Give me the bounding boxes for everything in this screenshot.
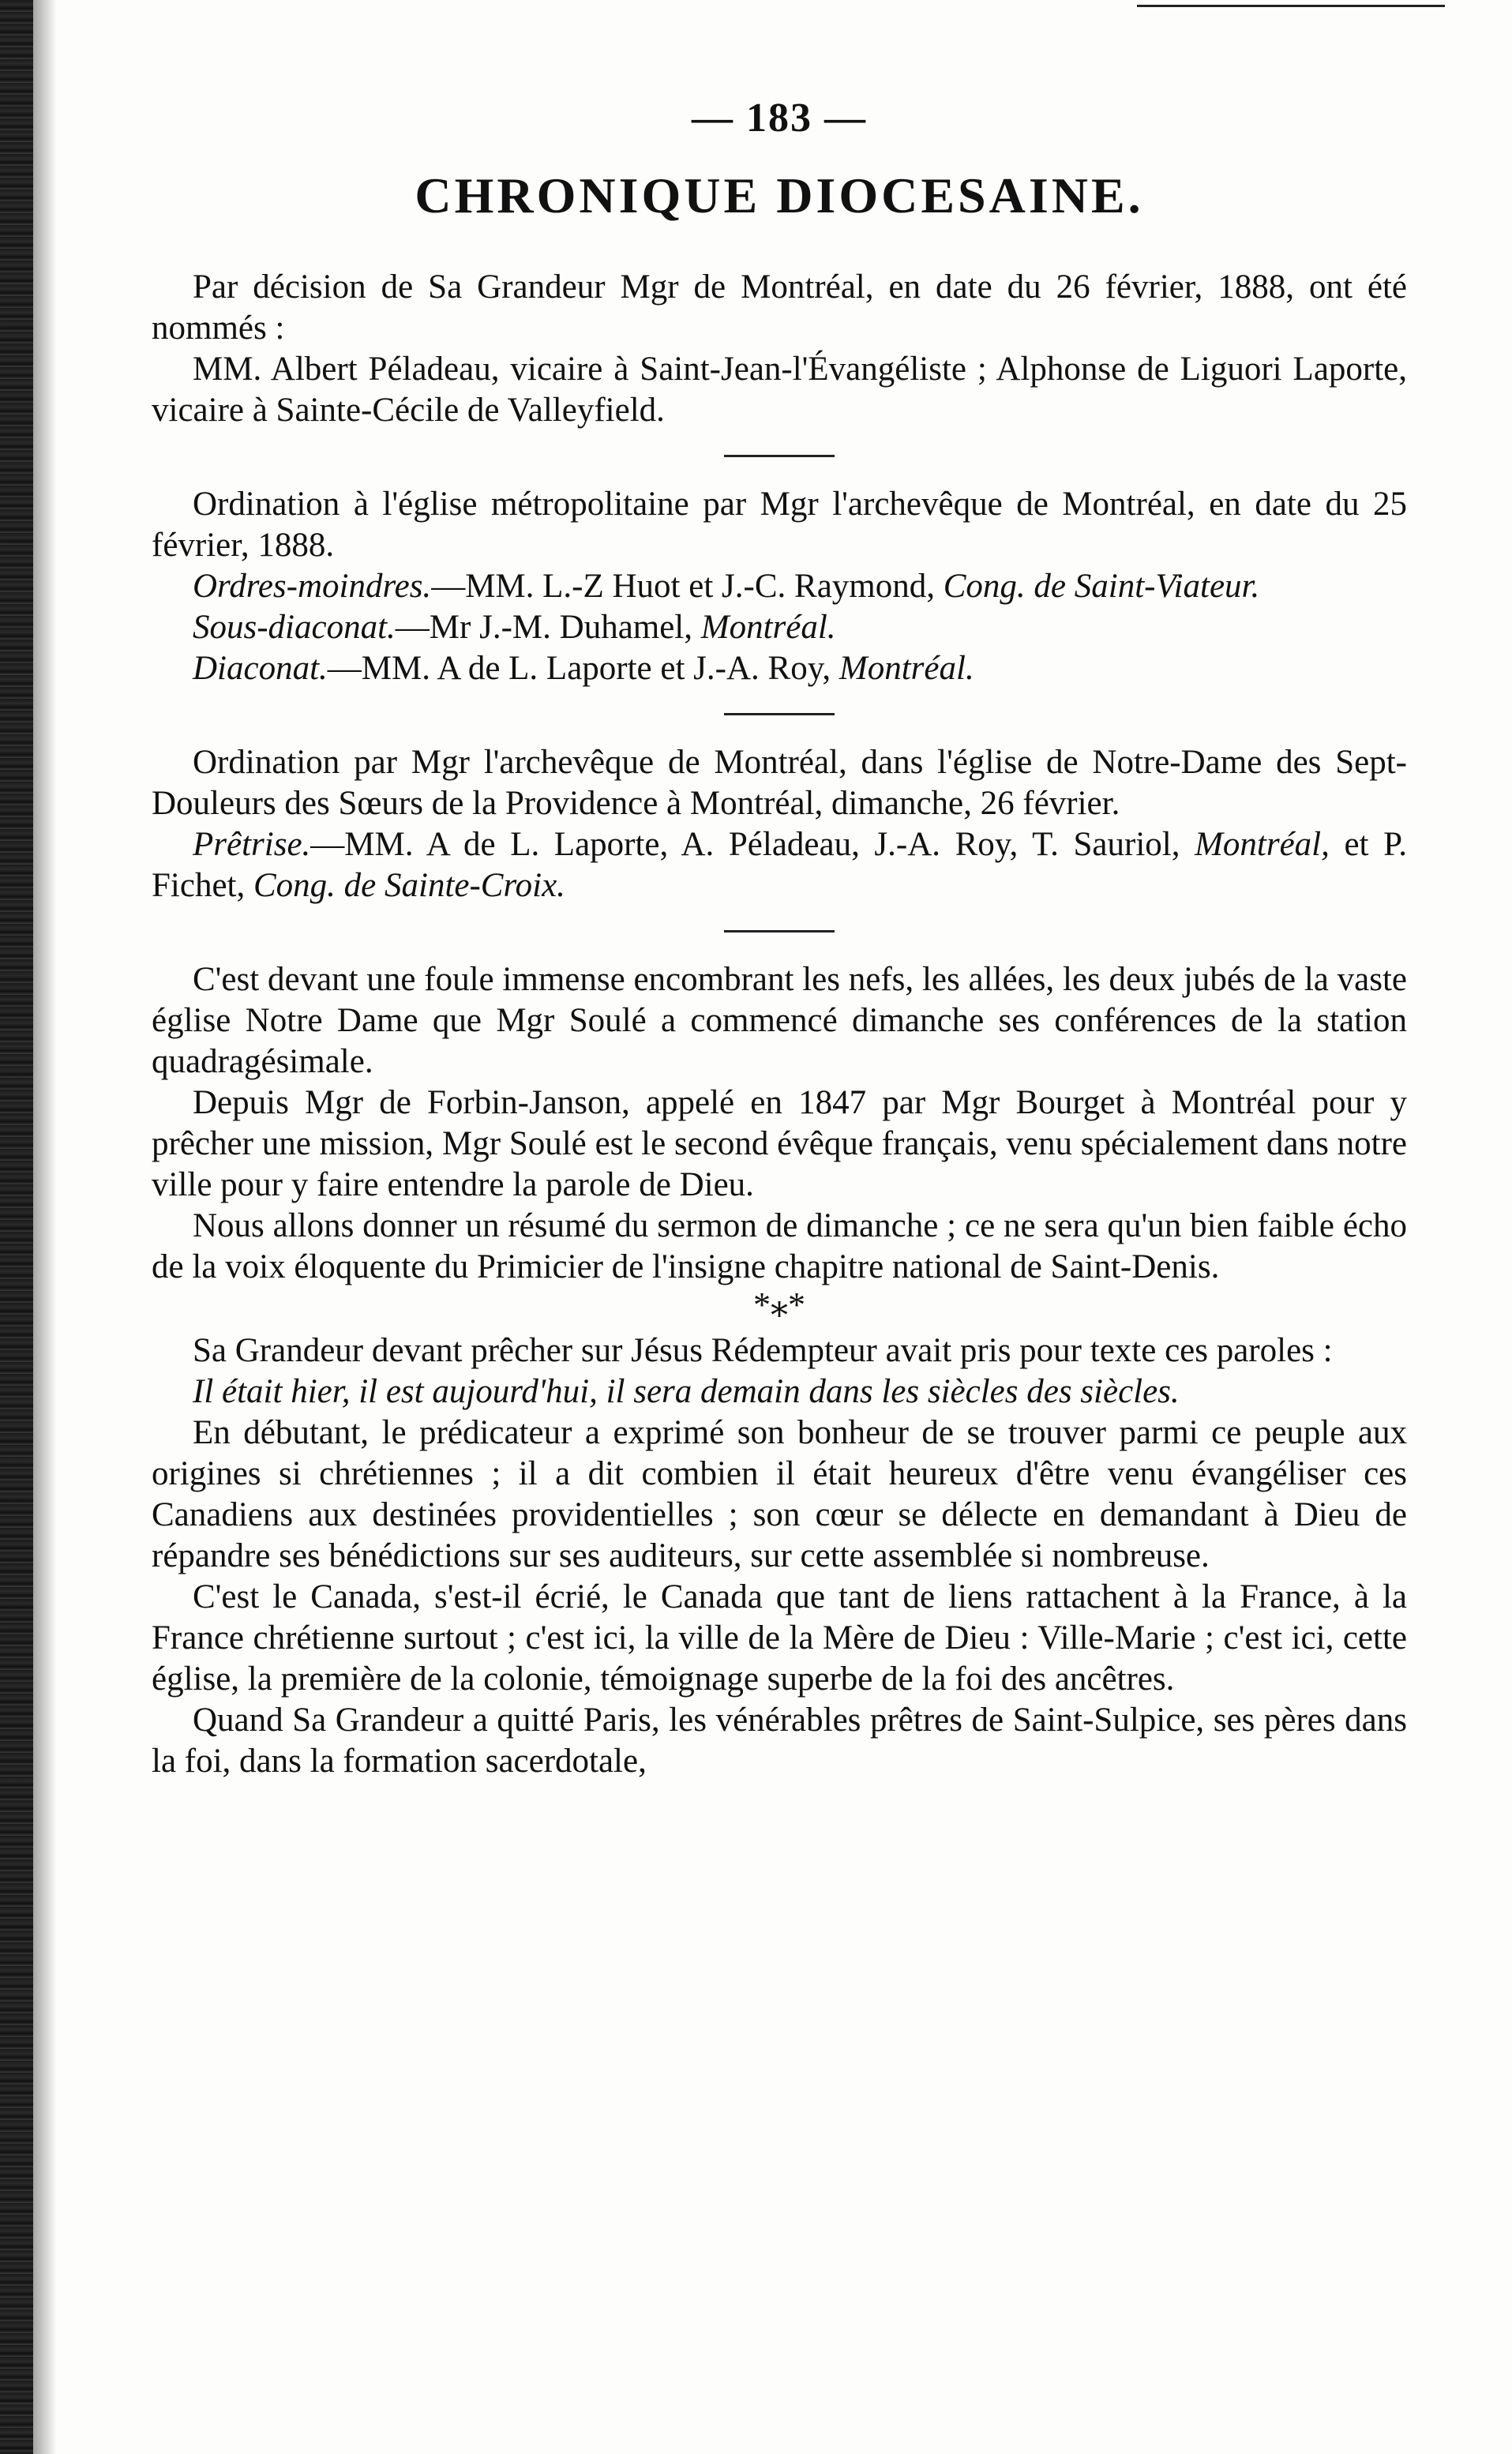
sermon-quote: Il était hier, il est aujourd'hui, il sera demain dans les siècles des siècles. [193,1373,1180,1410]
nominations-intro: Par décision de Sa Grandeur Mgr de Montréal, en date du 26 février, 1888, ont été nommés : [152,268,1407,347]
page-content [152,95,1407,1782]
subdeacon-label: Sous-diaconat. [193,609,396,646]
subdeacon-line [152,607,1407,648]
ordination-two-intro: Ordination par Mgr l'archevêque de Montréal, dans l'église de Notre-Dame des Sept-Douleurs des Sœurs de la Providence à Montréal, dimanche, 26 février. [152,744,1407,822]
nominations-names: MM. Albert Péladeau, vicaire à Saint-Jean-l'Évangéliste ; Alphonse de Liguori Laporte, vicaire à Sainte-Cécile de Valleyfield. [152,351,1407,429]
conference-paragraph-2: Depuis Mgr de Forbin-Janson, appelé en 1847 par Mgr Bourget à Montréal pour y prêcher une mission, Mgr Soulé est le second évêque français, venu spécialement dans notre ville pour y faire entendre la parole de Dieu. [152,1084,1407,1203]
minor-orders-congregation: Cong. de Saint-Viateur. [943,568,1260,605]
minor-orders-line [152,566,1407,607]
sermon-intro: Sa Grandeur devant prêcher sur Jésus Rédempteur avait pris pour texte ces paroles : [193,1332,1333,1369]
conference-paragraph-1: C'est devant une foule immense encombrant les nefs, les allées, les deux jubés de la vaste église Notre Dame que Mgr Soulé a commencé dimanche ses conférences de la station quadragésimale. [152,961,1407,1080]
subdeacon-city: Montréal. [700,609,836,646]
sermon-paragraph-2: C'est le Canada, s'est-il écrié, le Canada que tant de liens rattachent à la France, à la France chrétienne surtout ; c'est ici, la ville de la Mère de Dieu : Ville-Marie ; c'est ici, cette église, la première de la colonie, témoignage superbe de la foi des ancêtres. [152,1578,1407,1698]
priesthood-and: et P. Fichet, [152,826,1407,904]
book-binding-edge [0,0,33,2454]
ordination-one-intro: Ordination à l'église métropolitaine par Mgr l'archevêque de Montréal, en date du 25 février, 1888. [152,486,1407,564]
priesthood-line [152,824,1407,906]
page-number: — 183 — [692,96,867,141]
section-separator [724,455,835,457]
sermon-paragraph-1: En débutant, le prédicateur a exprimé son bonheur de se trouver parmi ce peuple aux origines si chrétiennes ; il a dit combien il était heureux d'être venu évangéliser ces Canadiens aux destinées providentielles ; son cœur se délecte en demandant à Dieu de répandre ses bénédictions sur ses auditeurs, sur cette assemblée si nombreuse. [152,1414,1407,1574]
minor-orders-label: Ordres-moindres. [193,568,432,605]
deacon-line [152,648,1407,689]
sermon-paragraph-3: Quand Sa Grandeur a quitté Paris, les vénérables prêtres de Saint-Sulpice, ses pères dans la foi, dans la formation sacerdotale, [152,1702,1407,1780]
priesthood-congregation: Cong. de Sainte-Croix. [253,867,565,904]
section-separator [724,930,835,932]
asterism: *⁎* [753,1285,805,1324]
section-separator [724,713,835,715]
subdeacon-text: —Mr J.-M. Duhamel, [395,609,701,646]
priesthood-label: Prêtrise. [193,826,311,863]
priesthood-text: —MM. A de L. Laporte, A. Péladeau, J.-A. Roy, T. Sauriol, [310,826,1195,863]
conference-paragraph-3: Nous allons donner un résumé du sermon de dimanche ; ce ne sera qu'un bien faible écho de la voix éloquente du Primicier de l'insigne chapitre national de Saint-Denis. [152,1207,1407,1285]
deacon-text: —MM. A de L. Laporte et J.-A. Roy, [327,650,839,687]
top-edge-rule [1137,5,1445,7]
chronicle-title: CHRONIQUE DIOCESAINE. [415,167,1144,223]
deacon-city: Montréal. [839,650,974,687]
minor-orders-text: —MM. L.-Z Huot et J.-C. Raymond, [431,568,944,605]
priesthood-city: Montréal, [1195,826,1330,863]
deacon-label: Diaconat. [193,650,328,687]
